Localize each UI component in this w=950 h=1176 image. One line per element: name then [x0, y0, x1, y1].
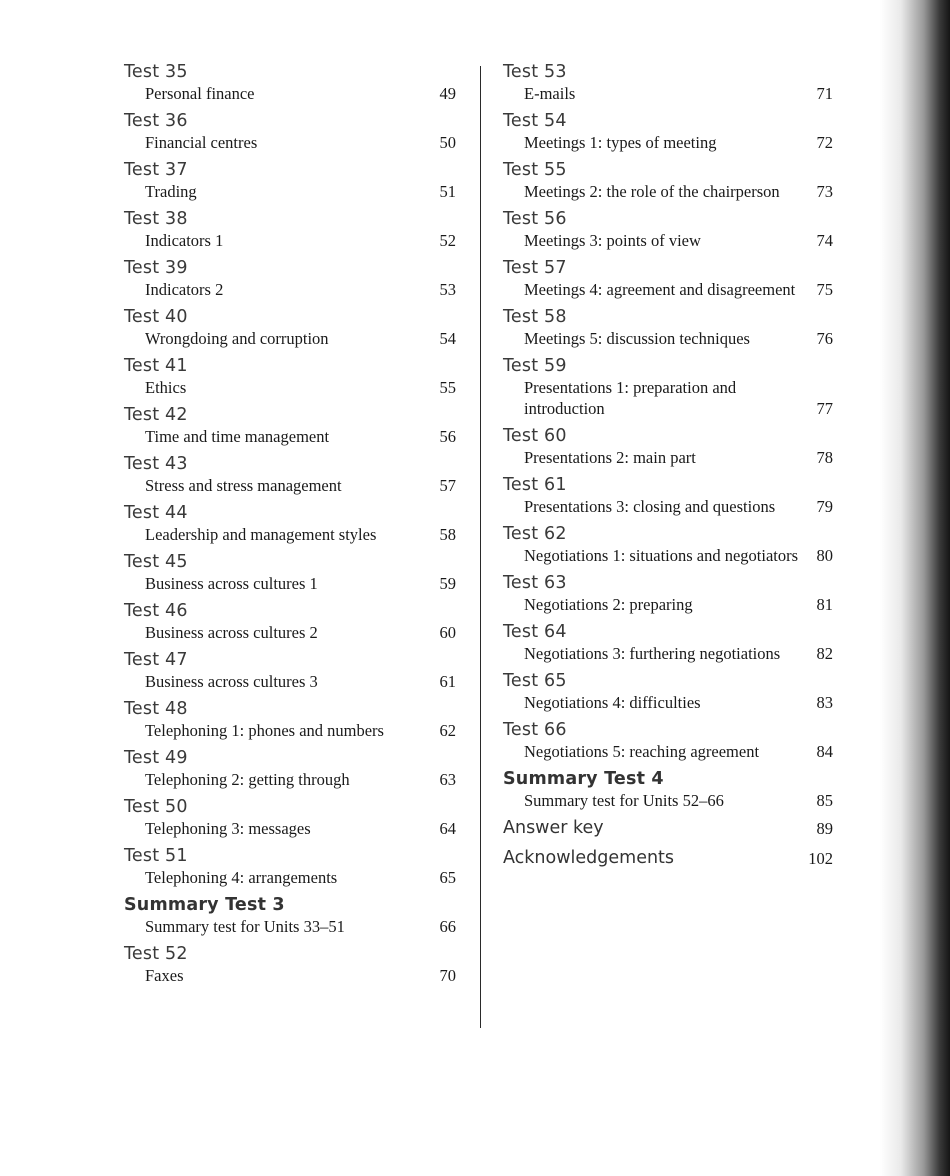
entry-page-number: 59	[439, 574, 456, 593]
contents-entry[interactable]	[124, 895, 456, 937]
entry-title: Presentations 2: main part	[524, 448, 696, 467]
entry-heading: Test 48	[124, 699, 188, 719]
entry-heading: Test 65	[503, 671, 567, 691]
entry-heading: Test 57	[503, 258, 567, 278]
entry-title: Ethics	[145, 378, 187, 397]
contents-entry[interactable]	[124, 62, 456, 104]
entry-title: Stress and stress management	[145, 476, 342, 495]
entry-page-number: 56	[439, 427, 456, 446]
entry-heading: Test 62	[503, 524, 567, 544]
entry-heading: Test 35	[124, 62, 188, 82]
entry-heading: Summary Test 4	[503, 769, 664, 789]
entry-heading: Test 40	[124, 307, 188, 327]
entry-heading: Test 66	[503, 720, 567, 740]
entry-subtitle-row	[503, 83, 833, 104]
standalone-label: Answer key	[503, 818, 604, 838]
entry-heading: Test 53	[503, 62, 567, 82]
entry-heading: Test 36	[124, 111, 188, 131]
entry-title: Telephoning 1: phones and numbers	[145, 721, 384, 740]
entry-page-number: 72	[816, 133, 833, 152]
entry-title: Wrongdoing and corruption	[145, 329, 329, 348]
entry-heading: Summary Test 3	[124, 895, 285, 915]
entry-heading: Test 50	[124, 797, 188, 817]
contents-entry[interactable]	[503, 62, 833, 104]
entry-title: Business across cultures 3	[145, 672, 318, 691]
entry-subtitle-row	[124, 377, 456, 398]
entry-title: Business across cultures 1	[145, 574, 318, 593]
entry-title: Meetings 1: types of meeting	[524, 133, 717, 152]
contents-entry[interactable]	[124, 258, 456, 300]
contents-entry[interactable]	[124, 405, 456, 447]
contents-entry[interactable]	[503, 356, 833, 419]
entry-page-number: 65	[439, 868, 456, 887]
entry-page-number: 83	[816, 693, 833, 712]
entry-page-number: 70	[439, 966, 456, 985]
entry-page-number: 79	[816, 497, 833, 516]
entry-heading: Test 49	[124, 748, 188, 768]
entry-title: Negotiations 1: situations and negotiators	[524, 546, 799, 565]
entry-page-number: 49	[439, 84, 456, 103]
entry-title: E-mails	[524, 84, 576, 103]
entry-heading: Test 41	[124, 356, 188, 376]
entry-subtitle-row	[503, 496, 833, 517]
entry-subtitle-row	[124, 720, 456, 741]
entry-subtitle-row	[124, 83, 456, 104]
entry-page-number: 52	[439, 231, 456, 250]
contents-entry[interactable]	[124, 699, 456, 741]
entry-subtitle-row	[503, 741, 833, 762]
entry-page-number: 84	[816, 742, 833, 761]
entry-page-number: 53	[439, 280, 456, 299]
entry-title: Business across cultures 2	[145, 623, 318, 642]
entry-subtitle-row	[124, 671, 456, 692]
entry-subtitle-row	[503, 692, 833, 713]
entry-title: Time and time management	[145, 427, 330, 446]
entry-title: Faxes	[145, 966, 184, 985]
contents-entry[interactable]	[503, 160, 833, 202]
contents-entry[interactable]	[124, 797, 456, 839]
entry-subtitle-row	[124, 916, 456, 937]
entry-heading: Test 47	[124, 650, 188, 670]
entry-heading: Test 45	[124, 552, 188, 572]
entry-subtitle-row	[503, 594, 833, 615]
entry-subtitle-row	[124, 818, 456, 839]
entry-subtitle-row	[124, 867, 456, 888]
entry-title: Personal finance	[145, 84, 255, 103]
contents-entry[interactable]	[503, 671, 833, 713]
contents-entry[interactable]	[124, 503, 456, 545]
entry-title: Presentations 1: preparation and introduction	[524, 378, 737, 418]
entry-subtitle-row	[503, 545, 833, 566]
contents-entry[interactable]	[503, 475, 833, 517]
contents-entry[interactable]	[124, 160, 456, 202]
entry-title: Telephoning 4: arrangements	[145, 868, 338, 887]
entry-page-number: 78	[816, 448, 833, 467]
entry-title: Negotiations 5: reaching agreement	[524, 742, 760, 761]
contents-standalone-entry[interactable]	[503, 818, 833, 839]
entry-heading: Test 37	[124, 160, 188, 180]
entry-subtitle-row	[124, 524, 456, 545]
entry-heading: Test 54	[503, 111, 567, 131]
contents-standalone-entry[interactable]	[503, 848, 833, 869]
entry-page-number: 77	[816, 399, 833, 418]
entry-heading: Test 51	[124, 846, 188, 866]
entry-page-number: 74	[816, 231, 833, 250]
contents-entry[interactable]	[124, 748, 456, 790]
entry-page-number: 58	[439, 525, 456, 544]
entry-page-number: 76	[816, 329, 833, 348]
entry-subtitle-row	[503, 377, 833, 419]
entry-subtitle-row	[503, 181, 833, 202]
contents-entry[interactable]	[124, 454, 456, 496]
entry-heading: Test 63	[503, 573, 567, 593]
entry-page-number: 61	[439, 672, 456, 691]
entry-subtitle-row	[124, 279, 456, 300]
entry-heading: Test 44	[124, 503, 188, 523]
entry-heading: Test 39	[124, 258, 188, 278]
contents-entry[interactable]	[503, 524, 833, 566]
entry-heading: Test 64	[503, 622, 567, 642]
entry-title: Presentations 3: closing and questions	[524, 497, 776, 516]
contents-entry[interactable]	[503, 258, 833, 300]
entry-page-number: 73	[816, 182, 833, 201]
entry-subtitle-row	[124, 965, 456, 986]
contents-entry[interactable]	[124, 846, 456, 888]
entry-heading: Test 58	[503, 307, 567, 327]
entry-page-number: 62	[439, 721, 456, 740]
contents-entry[interactable]	[503, 769, 833, 811]
entry-title: Negotiations 4: difficulties	[524, 693, 701, 712]
entry-title: Financial centres	[145, 133, 258, 152]
entry-subtitle-row	[503, 447, 833, 468]
contents-entry[interactable]	[124, 650, 456, 692]
contents-entry[interactable]	[503, 622, 833, 664]
contents-entry[interactable]	[124, 601, 456, 643]
entry-page-number: 57	[439, 476, 456, 495]
entry-title: Meetings 4: agreement and disagreement	[524, 280, 796, 299]
entry-page-number: 81	[816, 595, 833, 614]
entry-title: Indicators 2	[145, 280, 224, 299]
contents-entry[interactable]	[503, 209, 833, 251]
column-divider	[480, 66, 481, 1028]
contents-left-column	[124, 62, 456, 993]
entry-page-number: 51	[439, 182, 456, 201]
entry-heading: Test 52	[124, 944, 188, 964]
contents-entry[interactable]	[503, 426, 833, 468]
entry-page-number: 55	[439, 378, 456, 397]
entry-page-number: 66	[439, 917, 456, 936]
contents-entry[interactable]	[503, 307, 833, 349]
entry-heading: Test 46	[124, 601, 188, 621]
entry-title: Summary test for Units 52–66	[524, 791, 724, 810]
entry-subtitle-row	[503, 230, 833, 251]
entry-title: Summary test for Units 33–51	[145, 917, 345, 936]
entry-title: Negotiations 2: preparing	[524, 595, 693, 614]
contents-entry[interactable]	[124, 356, 456, 398]
entry-subtitle-row	[124, 181, 456, 202]
contents-entry[interactable]	[503, 111, 833, 153]
entry-subtitle-row	[124, 573, 456, 594]
entry-subtitle-row	[124, 328, 456, 349]
entry-page-number: 80	[816, 546, 833, 565]
entry-heading: Test 60	[503, 426, 567, 446]
entry-page-number: 63	[439, 770, 456, 789]
entry-heading: Test 61	[503, 475, 567, 495]
entry-page-number: 82	[816, 644, 833, 663]
contents-right-column	[503, 62, 833, 878]
contents-entry[interactable]	[124, 111, 456, 153]
entry-heading: Test 43	[124, 454, 188, 474]
entry-title: Meetings 5: discussion techniques	[524, 329, 750, 348]
entry-page-number: 71	[816, 84, 833, 103]
entry-subtitle-row	[503, 790, 833, 811]
entry-subtitle-row	[124, 132, 456, 153]
entry-subtitle-row	[124, 475, 456, 496]
entry-title: Leadership and management styles	[145, 525, 377, 544]
entry-title: Telephoning 2: getting through	[145, 770, 350, 789]
entry-page-number: 85	[816, 791, 833, 810]
contents-entry[interactable]	[124, 307, 456, 349]
entry-subtitle-row	[503, 279, 833, 300]
entry-subtitle-row	[503, 132, 833, 153]
entry-subtitle-row	[124, 230, 456, 251]
contents-entry[interactable]	[503, 720, 833, 762]
standalone-page-number: 102	[808, 849, 833, 868]
entry-page-number: 50	[439, 133, 456, 152]
entry-title: Meetings 2: the role of the chairperson	[524, 182, 780, 201]
contents-entry[interactable]	[124, 552, 456, 594]
contents-entry[interactable]	[124, 209, 456, 251]
entry-title: Trading	[145, 182, 197, 201]
entry-subtitle-row	[503, 643, 833, 664]
entry-page-number: 60	[439, 623, 456, 642]
contents-entry[interactable]	[503, 573, 833, 615]
entry-page-number: 75	[816, 280, 833, 299]
standalone-page-number: 89	[816, 819, 833, 838]
entry-page-number: 64	[439, 819, 456, 838]
entry-heading: Test 38	[124, 209, 188, 229]
entry-heading: Test 56	[503, 209, 567, 229]
entry-heading: Test 55	[503, 160, 567, 180]
entry-subtitle-row	[124, 426, 456, 447]
book-binding-shadow	[880, 0, 950, 1176]
entry-title: Negotiations 3: furthering negotiations	[524, 644, 781, 663]
entry-subtitle-row	[124, 769, 456, 790]
entry-title: Telephoning 3: messages	[145, 819, 311, 838]
entry-title: Meetings 3: points of view	[524, 231, 701, 250]
entry-subtitle-row	[124, 622, 456, 643]
standalone-label: Acknowledgements	[503, 848, 675, 868]
entry-title: Indicators 1	[145, 231, 224, 250]
entry-subtitle-row	[503, 328, 833, 349]
entry-heading: Test 42	[124, 405, 188, 425]
entry-heading: Test 59	[503, 356, 567, 376]
contents-entry[interactable]	[124, 944, 456, 986]
entry-page-number: 54	[439, 329, 456, 348]
